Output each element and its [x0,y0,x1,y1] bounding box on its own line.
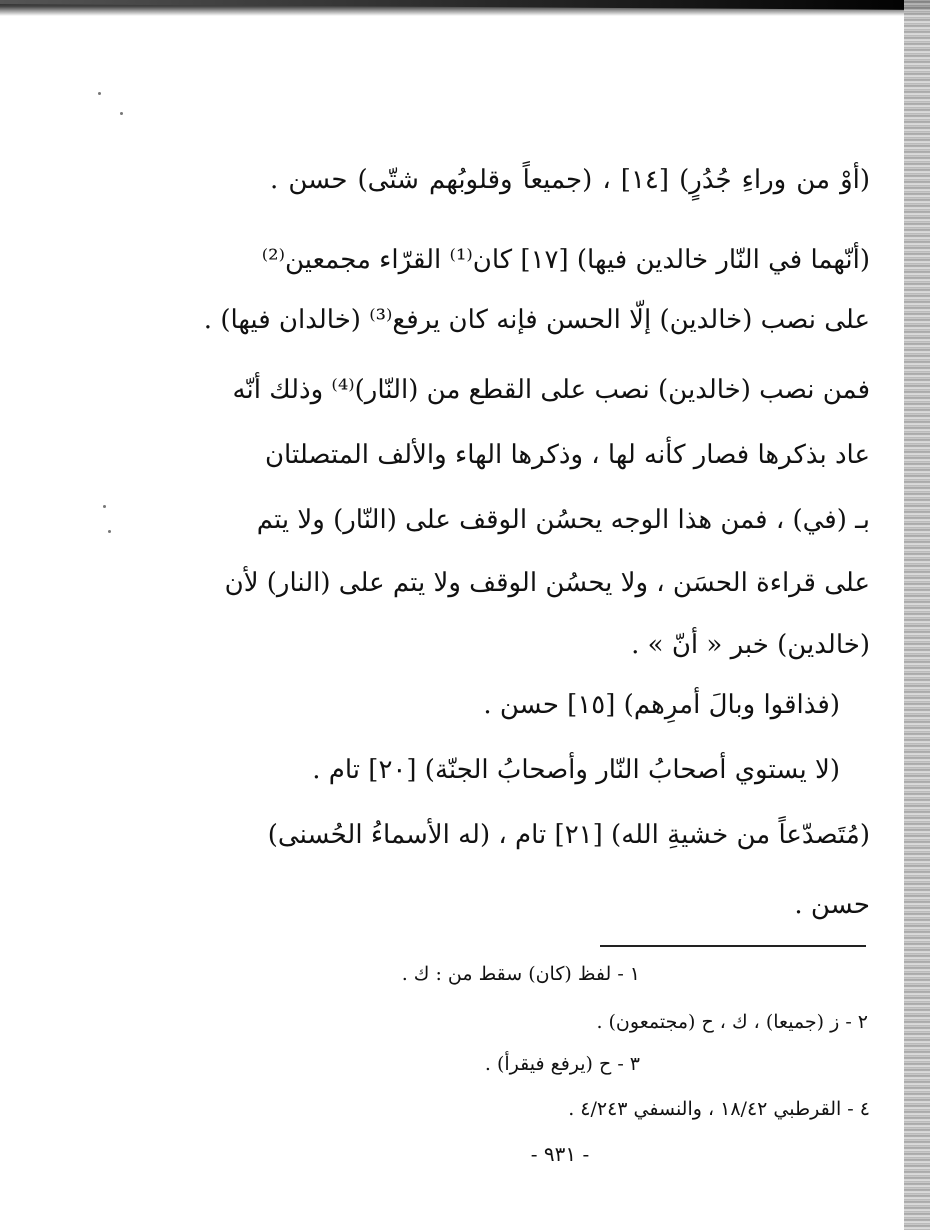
text-line-12: حسن . [794,890,870,920]
text-line-9: (فذاقوا وبالَ أمرِهم) [١٥] حسن . [483,690,840,720]
text-line-4: فمن نصب (خالدين) نصب على القطع من (النّار)⁽⁴⁾ وذلك أنّه [232,375,870,405]
text-line-10: (لا يستوي أصحابُ النّار وأصحابُ الجنّة) [٢٠] تام . [312,755,840,785]
page-number: - ٩٣١ - [530,1142,590,1166]
scan-speck [120,112,123,115]
scan-speck [108,530,111,533]
text-line-6: بـ (في) ، فمن هذا الوجه يحسُن الوقف على (النّار) ولا يتم [256,505,870,535]
footnote-4: ٤ - القرطبي ١٨/٤٢ ، والنسفي ٤/٢٤٣ . [568,1098,870,1120]
footnote-1: ١ - لفظ (كان) سقط من : ك . [401,963,640,985]
footnote-separator [600,945,866,947]
text-line-11: (مُتَصدّعاً من خشيةِ الله) [٢١] تام ، (له الأسماءُ الحُسنى) [267,820,870,850]
scan-speck [103,505,106,508]
text-line-8: (خالدين) خبر « أنّ » . [631,630,870,660]
text-line-1: (أوْ من وراءِ جُدُرٍ) [١٤] ، (جميعاً وقلوبُهم شتّى) حسن . [270,165,871,195]
text-line-7: على قراءة الحسَن ، ولا يحسُن الوقف ولا يتم على (النار) لأن [224,568,870,598]
text-line-5: عاد بذكرها فصار كأنه لها ، وذكرها الهاء والألف المتصلتان [264,440,870,470]
footnote-2: ٢ - ز (جميعا) ، ك ، ح (مجتمعون) . [596,1011,868,1033]
scan-speck [98,92,101,95]
text-line-2: (أنّهما في النّار خالدين فيها) [١٧] كان⁽¹⁾ القرّاء مجمعين⁽²⁾ [261,245,870,275]
text-line-3: على نصب (خالدين) إلّا الحسن فإنه كان يرفع⁽³⁾ (خالدان فيها) . [203,305,870,335]
footnote-3: ٣ - ح (يرفع فيقرأ) . [484,1053,640,1075]
